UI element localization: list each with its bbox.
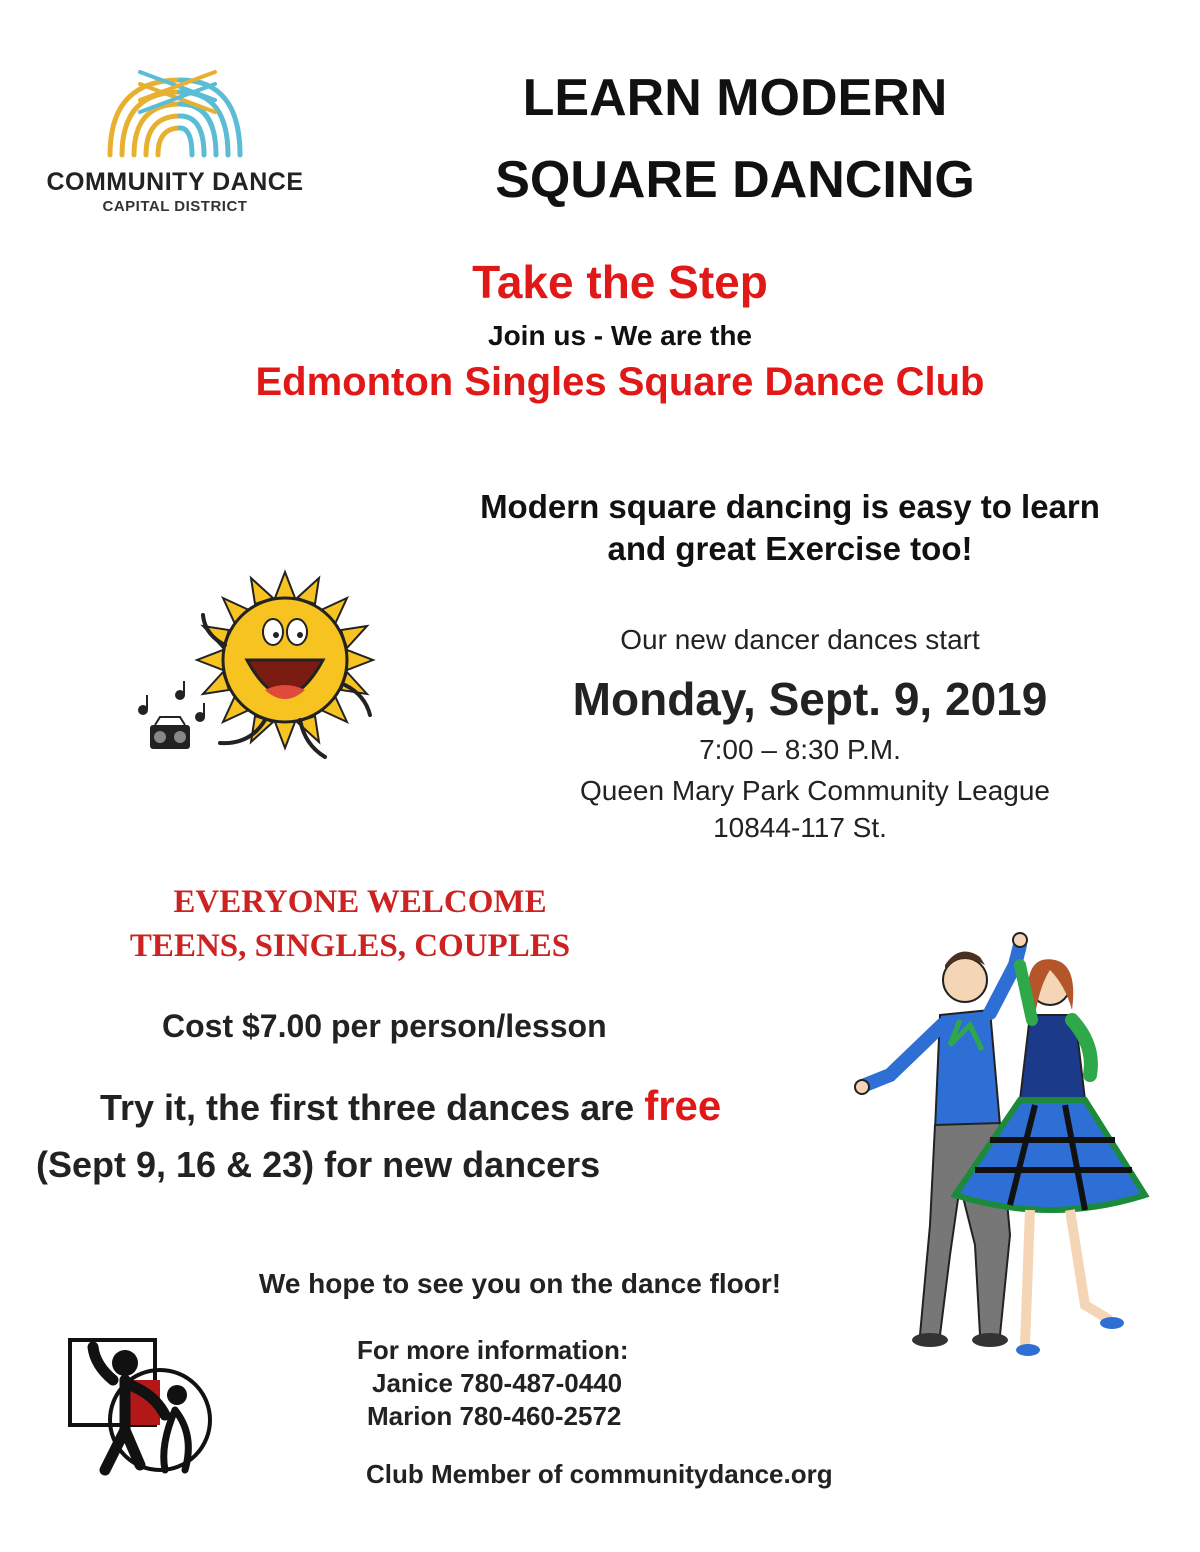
member-text: Club Member of communitydance.org <box>366 1459 833 1489</box>
pitch-line-2: and great Exercise too! <box>607 530 973 567</box>
dancing-sun-icon <box>125 545 390 780</box>
start-text: Our new dancer dances start <box>620 624 980 655</box>
free-dates-line: (Sept 9, 16 & 23) for new dancers <box>36 1144 601 1185</box>
logo-org-name: COMMUNITY DANCE <box>46 168 304 196</box>
title-line-2: SQUARE DANCING <box>495 151 975 209</box>
club-name: Edmonton Singles Square Dance Club <box>255 360 985 404</box>
info-label: For more information: <box>357 1335 629 1365</box>
logo-sub-name: CAPITAL DISTRICT <box>102 198 248 215</box>
event-address: 10844-117 St. <box>713 812 887 843</box>
join-text: Join us - We are the <box>488 320 752 351</box>
free-word: free <box>644 1082 722 1129</box>
event-venue: Queen Mary Park Community League <box>580 775 1050 806</box>
pitch-line-1: Modern square dancing is easy to learn <box>480 488 1100 525</box>
hope-text: We hope to see you on the dance floor! <box>258 1268 782 1299</box>
tagline: Take the Step <box>472 256 768 308</box>
event-time: 7:00 – 8:30 P.M. <box>699 734 901 765</box>
square-dance-couple-illustration <box>850 925 1150 1370</box>
event-date: Monday, Sept. 9, 2019 <box>572 673 1048 725</box>
welcome-line-2: TEENS, SINGLES, COUPLES <box>129 928 571 964</box>
dance-club-logo-icon <box>65 1335 215 1480</box>
contact-janice: Janice 780-487-0440 <box>372 1368 623 1398</box>
cost-text: Cost $7.00 per person/lesson <box>162 1008 607 1044</box>
welcome-line-1: EVERYONE WELCOME <box>173 884 547 920</box>
contact-marion: Marion 780-460-2572 <box>367 1401 622 1431</box>
free-prefix: Try it, the first three dances are <box>100 1087 645 1128</box>
title-line-1: LEARN MODERN <box>522 69 948 127</box>
free-offer-line <box>100 1082 860 1130</box>
